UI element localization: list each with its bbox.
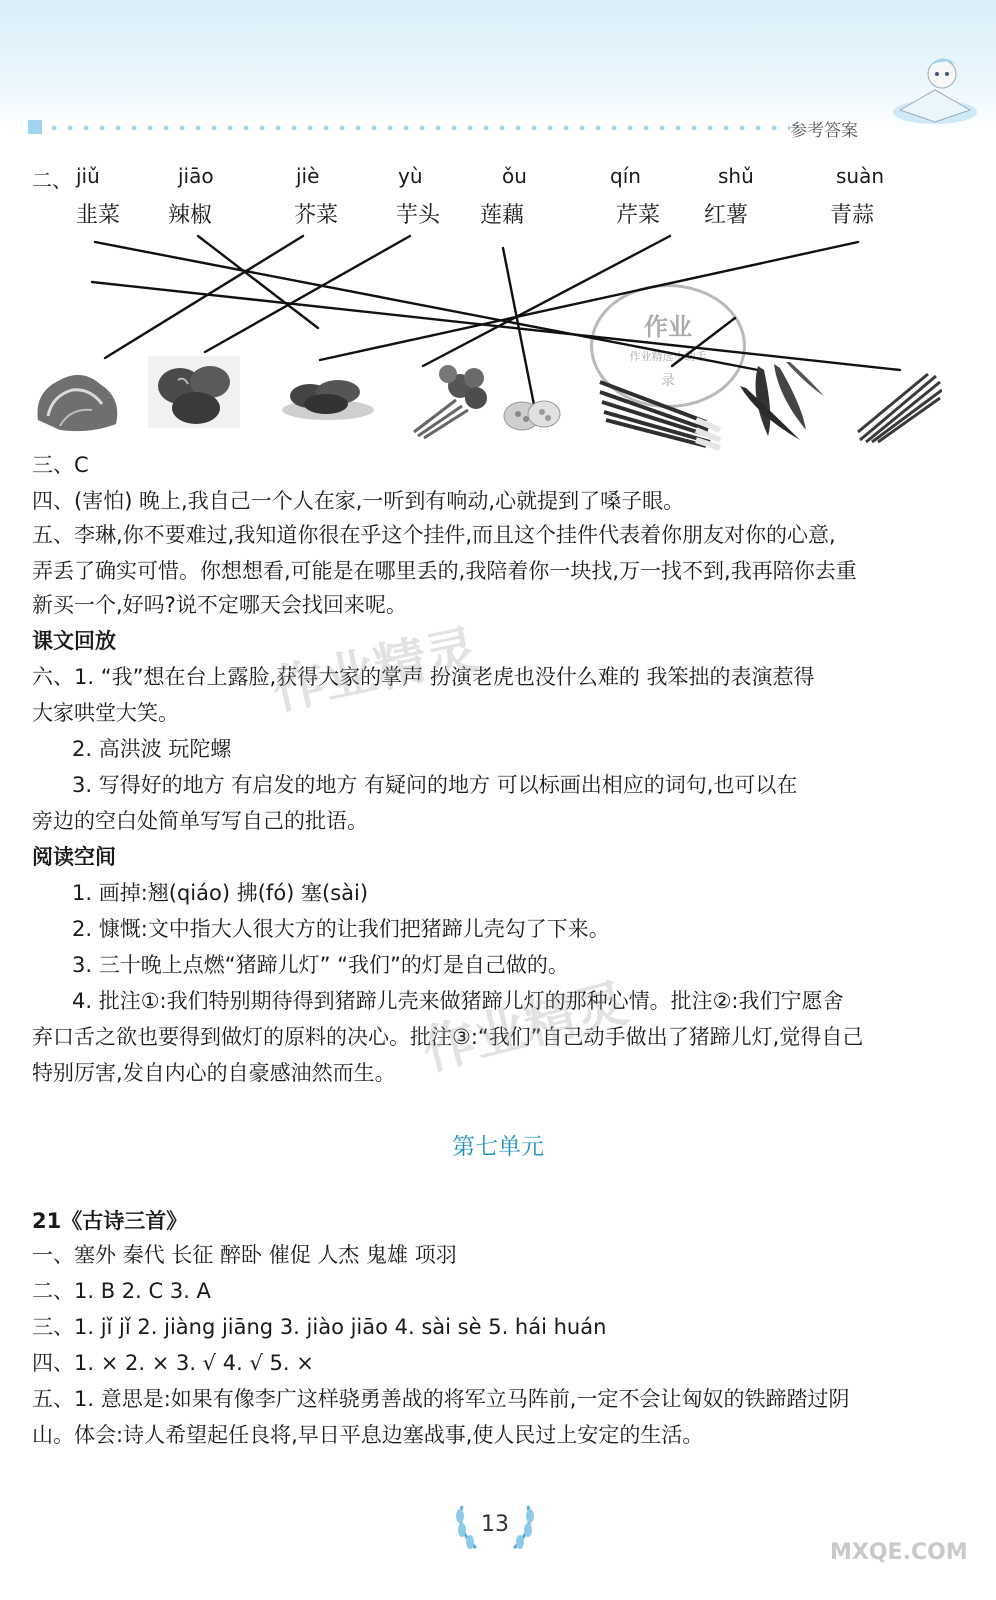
pinyin-label: jiè [296,164,320,188]
answer-5-line3: 新买一个,好吗?说不定哪天会找回来呢。 [32,593,407,617]
answer-5-line2: 弄丢了确实可惜。你想想看,可能是在哪里丢的,我陪着你一块找,万一找不到,我再陪你去重 [32,559,857,583]
chili-pepper-image [728,356,828,446]
unit-title: 第七单元 [452,1134,544,1160]
section-heading: 课文回放 [32,629,116,653]
matching-prefix: 二、 [32,168,72,192]
lesson-answer-5-line1: 五、1. 意思是:如果有像李广这样骁勇善战的将军立马阵前,一定不会让匈奴的铁蹄踏过阴 [32,1387,850,1411]
answer-4: 四、(害怕) 晚上,我自己一个人在家,一听到有响动,心就提到了嗓子眼。 [32,489,685,513]
answer-6-item3-cont: 旁边的空白处简单写写自己的批语。 [32,809,368,833]
corner-watermark: MXQE.COM [830,1540,968,1565]
answer-6-line1: 六、1. “我”想在台上露脸,获得大家的掌声 扮演老虎也没什么难的 我笨拙的表演惹得 [32,665,815,689]
vegetable-word: 青蒜 [830,203,875,228]
pinyin-label: shǔ [718,164,754,188]
stamp-mark: 录 [661,373,675,389]
reading-item3: 3. 三十晚上点燃“猪蹄儿灯” “我们”的灯是自己做的。 [72,953,569,977]
vegetable-word: 芋头 [396,203,441,228]
pinyin-label: yù [398,164,423,188]
reading-item4-line3: 特别厉害,发自内心的自豪感油然而生。 [32,1061,396,1085]
taro-image [148,356,240,428]
pinyin-label: suàn [836,164,885,188]
answer-6-item3: 3. 写得好的地方 有启发的地方 有疑问的地方 可以标画出相应的词句,也可以在 [72,773,798,797]
vegetable-word: 芥菜 [294,203,339,228]
cabbage-image [30,364,126,436]
pinyin-label: qín [610,164,641,188]
celery-image [404,356,500,442]
lesson-answer-2: 二、1. B 2. C 3. A [32,1279,211,1303]
answer-6-line2: 大家哄堂大笑。 [32,701,179,725]
lesson-answer-1: 一、塞外 秦代 长征 醉卧 催促 人杰 鬼雄 项羽 [32,1243,457,1267]
answer-3: 三、C [32,453,89,477]
leek-image [596,362,724,452]
lesson-title: 21《古诗三首》 [32,1209,188,1233]
answer-5-line1: 五、李琳,你不要难过,我知道你很在乎这个挂件,而且这个挂件代表着你朋友对你的心意, [32,523,836,547]
reading-item4-line1: 4. 批注①:我们特别期待得到猪蹄儿壳来做猪蹄儿灯的那种心情。批注②:我们宁愿舍 [72,989,844,1013]
pinyin-label: jiāo [178,164,214,188]
lesson-answer-3: 三、1. jǐ jǐ 2. jiàng jiāng 3. jiào jiāo 4. sài sè 5. hái huán [32,1315,607,1339]
lesson-answer-5-line2: 山。体会:诗人希望起任良将,早日平息边塞战事,使人民过上安定的生活。 [32,1423,704,1447]
vegetable-word: 芹菜 [616,203,661,228]
pinyin-label: jiǔ [76,164,100,188]
watermark: 作业精灵 [416,972,634,1083]
sweet-potato-image [280,370,376,422]
vegetable-word: 莲藕 [480,203,525,228]
header-label: 参考答案 [790,121,858,141]
garlic-shoot-image [856,372,942,444]
pinyin-label: ǒu [502,164,527,188]
watermark: 作业精灵 [266,618,484,722]
stamp-title: 作业 [644,313,692,341]
vegetable-word: 韭菜 [76,203,121,228]
reading-item2: 2. 慷慨:文中指大人很大方的让我们把猪蹄儿壳勾了下来。 [72,917,610,941]
page-number: 13 [481,1512,509,1537]
vegetable-word: 辣椒 [168,203,213,228]
reading-item4-line2: 弃口舌之欲也要得到做灯的原料的决心。批注③:“我们”自己动手做出了猪蹄儿灯,觉得自己 [32,1025,864,1049]
vegetable-word: 红薯 [704,203,749,228]
stamp-subtitle: 作业精选小助手 [629,350,707,363]
reading-item1: 1. 画掉:翘(qiáo) 拂(fó) 塞(sài) [72,881,369,905]
section-heading: 阅读空间 [32,845,116,869]
lotus-root-image [500,392,562,436]
lesson-answer-4: 四、1. × 2. × 3. √ 4. √ 5. × [32,1351,314,1375]
answer-6-item2: 2. 高洪波 玩陀螺 [72,737,232,761]
